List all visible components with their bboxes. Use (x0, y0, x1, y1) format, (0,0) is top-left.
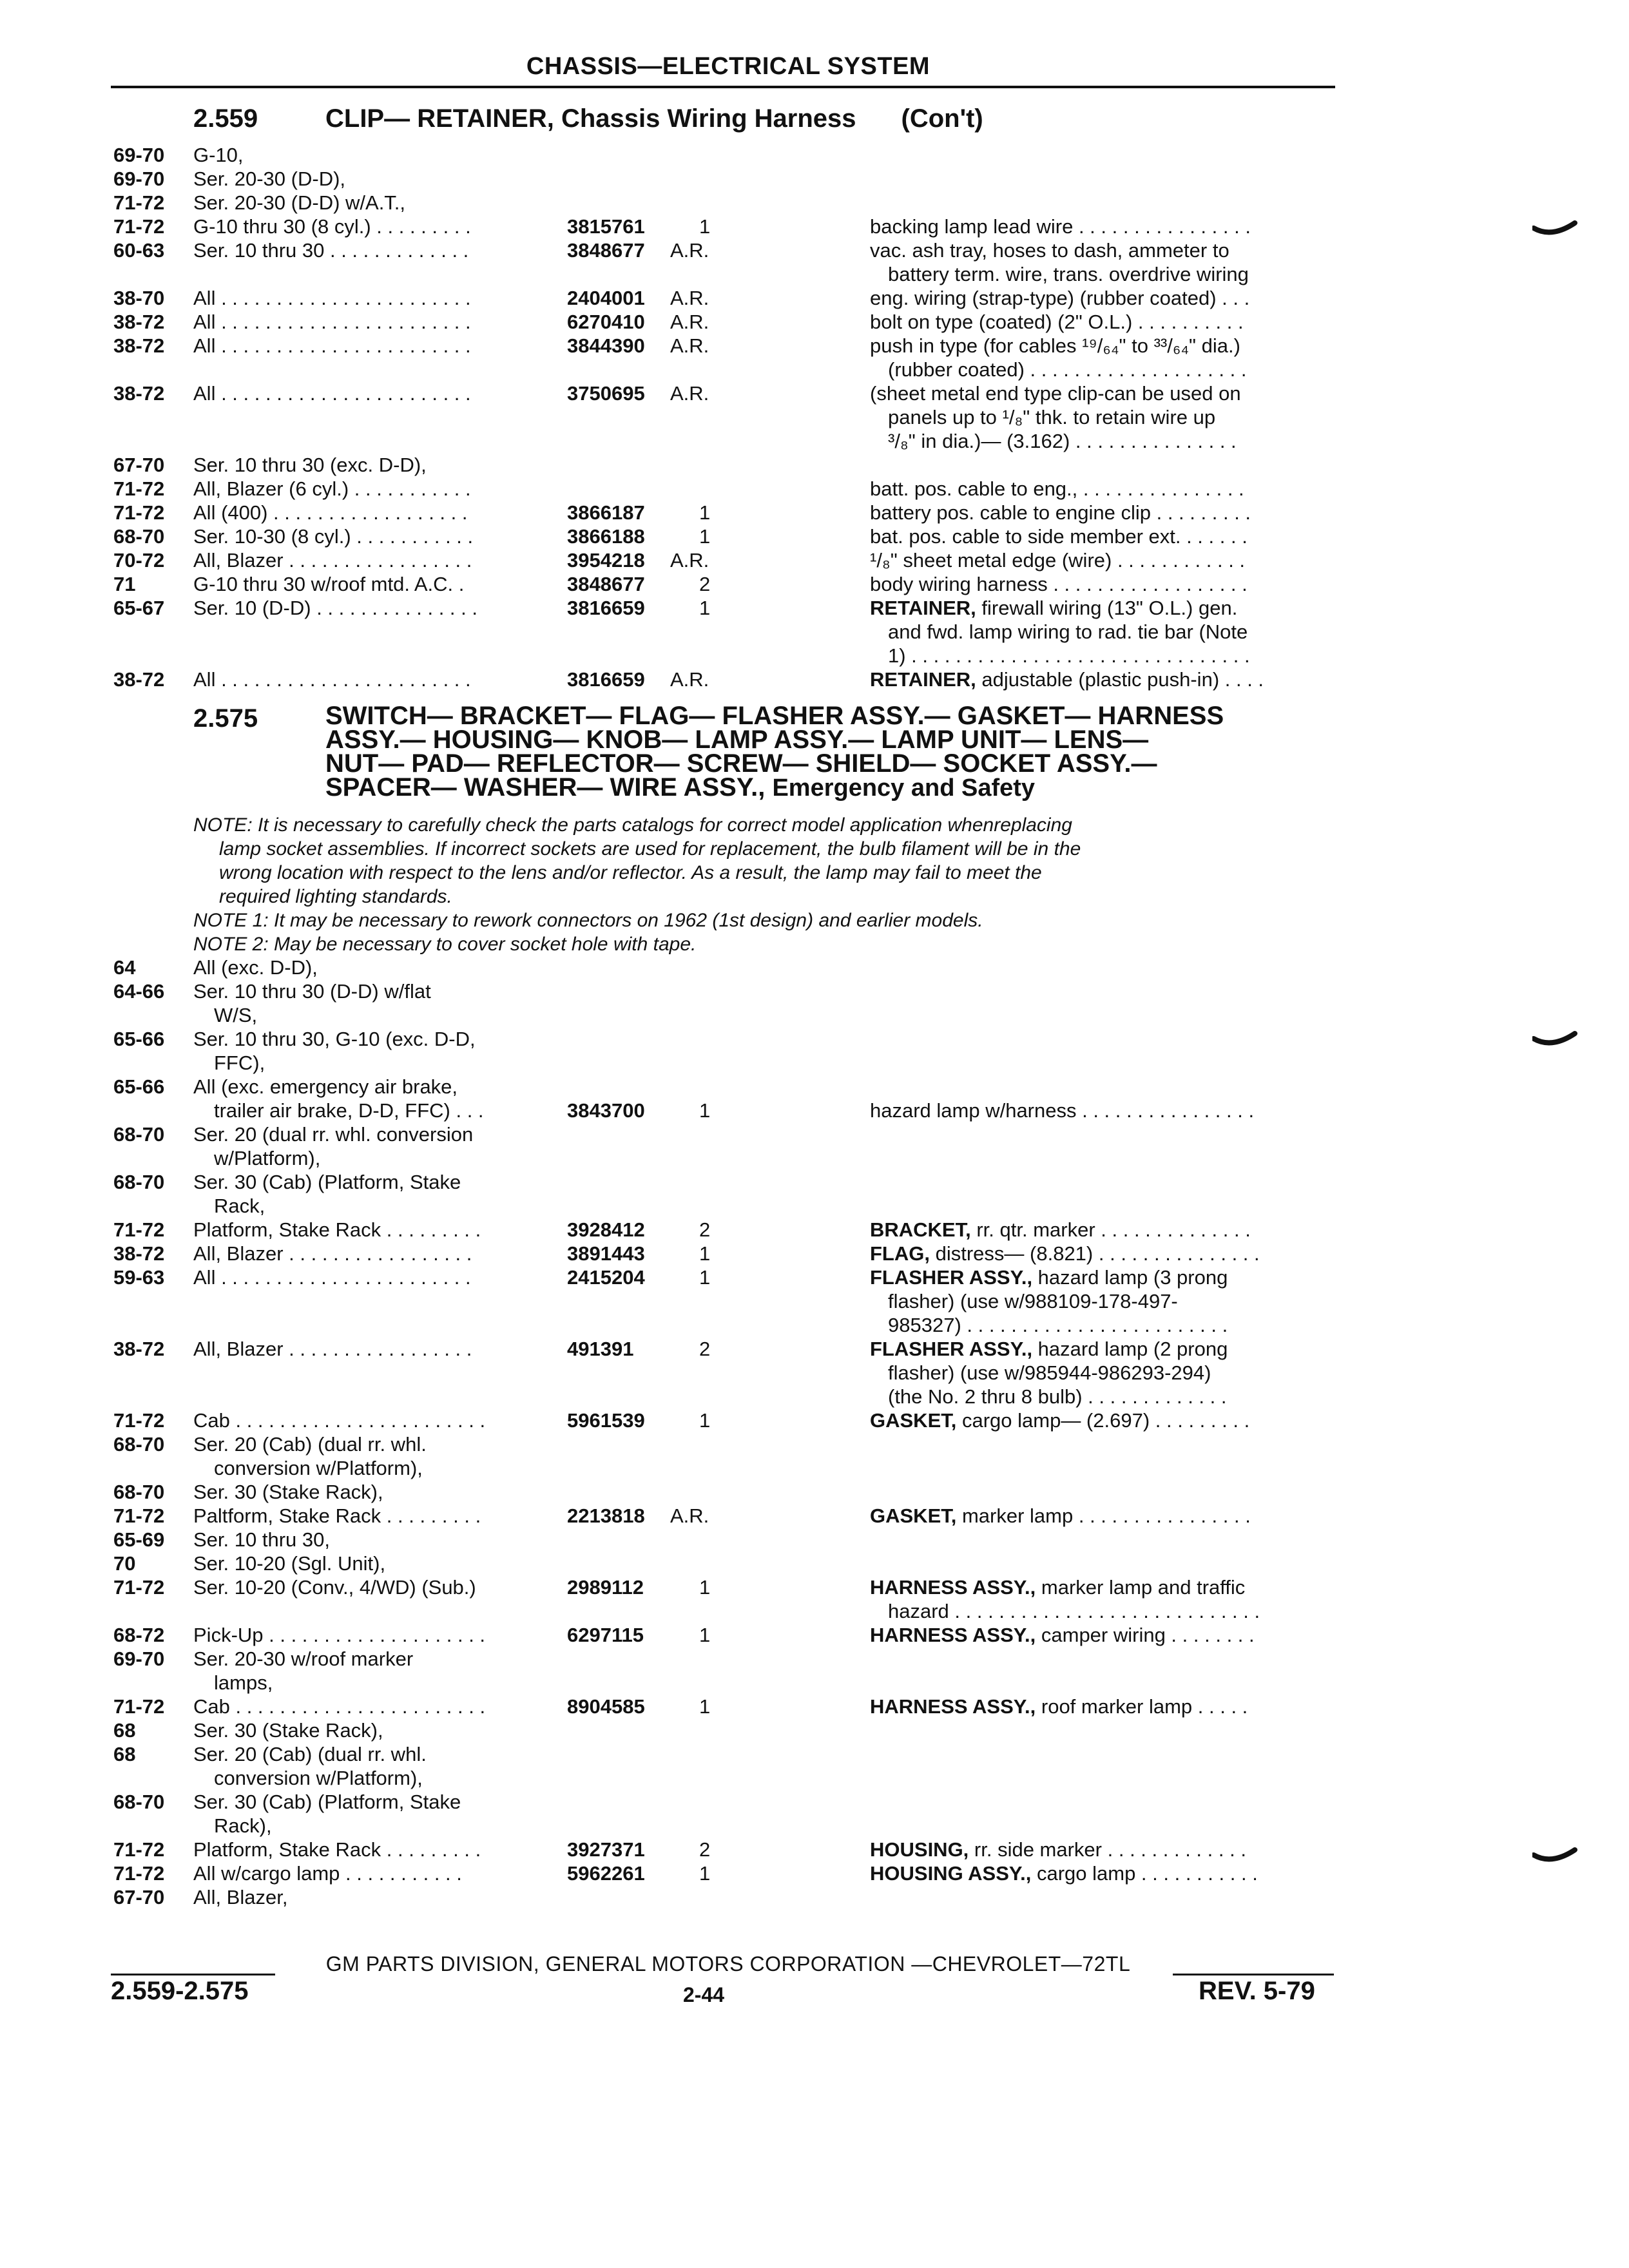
model-year: 68-70 (113, 1123, 165, 1146)
description-line: RETAINER, adjustable (plastic push-in) . . . . (870, 668, 1264, 691)
part-description (870, 1265, 1340, 1337)
part-number: 5961539 (567, 1409, 645, 1432)
quantity: 1 (699, 1624, 711, 1646)
footer-publisher: GM PARTS DIVISION, GENERAL MOTORS CORPORATION —CHEVROLET—72TL (325, 1952, 1131, 1975)
model-application (193, 1552, 541, 1575)
model-application (193, 1242, 541, 1265)
model-line: All (exc. D-D), (193, 956, 318, 979)
part-number: 3848677 (567, 573, 645, 595)
model-year: 71-72 (113, 1409, 165, 1432)
model-line: Ser. 20 (Cab) (dual rr. whl. (193, 1433, 427, 1456)
section-title-line: NUT— PAD— REFLECTOR— SCREW— SHIELD— SOCKET ASSY.— (325, 749, 1157, 778)
quantity: 1 (699, 215, 711, 238)
model-line: All . . . . . . . . . . . . . . . . . . . . . . . (193, 1266, 471, 1289)
model-line: Ser. 10-20 (Conv., 4/WD) (Sub.) (193, 1576, 476, 1599)
section-title-line: ASSY.— HOUSING— KNOB— LAMP ASSY.— LAMP UNIT— LENS— (325, 726, 1149, 754)
description-line: HARNESS ASSY., camper wiring . . . . . . . . (870, 1624, 1255, 1646)
part-number: 3891443 (567, 1242, 645, 1265)
part-number: 3866187 (567, 501, 645, 524)
model-application (193, 167, 541, 191)
part-description (870, 572, 1340, 596)
quantity: 1 (699, 1576, 711, 1599)
part-description (870, 1075, 1340, 1122)
model-line: All, Blazer . . . . . . . . . . . . . . . . . (193, 1242, 472, 1265)
part-description (870, 310, 1340, 334)
model-line: All . . . . . . . . . . . . . . . . . . . . . . . (193, 334, 471, 357)
model-application (193, 143, 541, 167)
model-application (193, 1265, 541, 1289)
model-line: G-10, (193, 144, 244, 166)
part-description (870, 381, 1340, 453)
margin-tick-icon (1532, 1846, 1577, 1872)
model-application (193, 1432, 541, 1480)
model-year: 38-72 (113, 311, 165, 333)
section-title: CLIP— RETAINER, Chassis Wiring Harness (325, 104, 856, 133)
description-line: push in type (for cables ¹⁹/₆₄" to ³³/₆₄" dia.) (870, 334, 1240, 357)
note-line: required lighting standards. (219, 886, 452, 907)
quantity: 1 (699, 1409, 711, 1432)
quantity: 1 (699, 1862, 711, 1885)
part-description (870, 596, 1340, 668)
part-number: 3816659 (567, 597, 645, 619)
quantity: 1 (699, 525, 711, 548)
description-line: GASKET, marker lamp . . . . . . . . . . . . . . . . (870, 1504, 1251, 1527)
model-year: 38-72 (113, 668, 165, 691)
part-number: 2213818 (567, 1504, 645, 1527)
part-name: RETAINER, (870, 668, 982, 691)
description-line: hazard . . . . . . . . . . . . . . . . . . . . . . . . . . . . (888, 1600, 1260, 1622)
part-description (870, 548, 1340, 572)
page-header-title: CHASSIS—ELECTRICAL SYSTEM (526, 53, 930, 80)
part-name: BRACKET, (870, 1218, 977, 1241)
quantity: A.R. (670, 334, 709, 357)
model-year: 68-72 (113, 1624, 165, 1646)
model-application (193, 1170, 541, 1218)
model-line: All (400) . . . . . . . . . . . . . . . . . . (193, 501, 468, 524)
model-year: 68-70 (113, 1433, 165, 1456)
part-number: 2989112 (567, 1576, 644, 1599)
model-line: Ser. 10-30 (8 cyl.) . . . . . . . . . . . (193, 525, 474, 548)
model-year: 68-70 (113, 1791, 165, 1813)
footer-revision: REV. 5-79 (1199, 1977, 1315, 2005)
model-line: Pick-Up . . . . . . . . . . . . . . . . . . . . (193, 1624, 486, 1646)
description-line: flasher) (use w/985944-986293-294) (888, 1361, 1211, 1384)
part-description (870, 1408, 1340, 1432)
model-application (193, 524, 541, 548)
part-description (870, 215, 1340, 238)
section-number: 2.575 (193, 704, 258, 733)
quantity: 2 (699, 573, 711, 595)
part-name: HARNESS ASSY., (870, 1695, 1041, 1718)
model-application (193, 1480, 541, 1504)
description-line: HARNESS ASSY., roof marker lamp . . . . . (870, 1695, 1248, 1718)
model-application (193, 596, 541, 620)
part-description (870, 1861, 1340, 1885)
model-application (193, 381, 541, 405)
quantity: A.R. (670, 239, 709, 262)
part-name: GASKET, (870, 1409, 962, 1432)
model-year: 38-70 (113, 287, 165, 309)
part-description (870, 1337, 1340, 1408)
part-number: 3866188 (567, 525, 645, 548)
quantity: A.R. (670, 668, 709, 691)
model-line: Ser. 30 (Stake Rack), (193, 1719, 383, 1742)
section-heading-2575 (193, 704, 325, 733)
model-year: 70-72 (113, 549, 165, 572)
section-number: 2.559 (193, 104, 258, 133)
model-line: Ser. 20-30 (D-D) w/A.T., (193, 191, 406, 214)
model-line: FFC), (214, 1052, 265, 1074)
part-description (870, 524, 1340, 548)
part-name: HARNESS ASSY., (870, 1576, 1041, 1599)
model-year: 71-72 (113, 1218, 165, 1241)
model-year: 64-66 (113, 980, 165, 1003)
quantity: A.R. (670, 382, 709, 405)
part-name: HOUSING, (870, 1838, 974, 1861)
model-line: Ser. 20 (dual rr. whl. conversion (193, 1123, 474, 1146)
model-application (193, 1504, 541, 1528)
part-description (870, 1504, 1340, 1528)
quantity: 1 (699, 1242, 711, 1265)
part-description (870, 1242, 1340, 1265)
description-line: bat. pos. cable to side member ext. . . . . . . (870, 525, 1248, 548)
model-year: 68 (113, 1743, 136, 1765)
description-line: battery term. wire, trans. overdrive wiring (888, 263, 1249, 285)
section-title-2575 (325, 704, 1356, 800)
model-line: conversion w/Platform), (214, 1767, 423, 1789)
description-line: 1) . . . . . . . . . . . . . . . . . . . . . . . . . . . . . . . (888, 644, 1250, 667)
part-description (870, 1838, 1340, 1861)
model-application (193, 1838, 541, 1861)
model-line: w/Platform), (214, 1147, 321, 1169)
model-line: Ser. 20-30 w/roof marker (193, 1648, 414, 1670)
model-application (193, 572, 541, 596)
model-line: Ser. 30 (Cab) (Platform, Stake (193, 1171, 461, 1193)
part-number: 3844390 (567, 334, 645, 357)
model-application (193, 334, 541, 358)
description-line: bolt on type (coated) (2" O.L.) . . . . . . . . . . (870, 311, 1244, 333)
quantity: 1 (699, 597, 711, 619)
model-line: All . . . . . . . . . . . . . . . . . . . . . . . (193, 382, 471, 405)
model-year: 68-70 (113, 1171, 165, 1193)
description-line: (rubber coated) . . . . . . . . . . . . . . . . . . . . (888, 358, 1247, 381)
description-line: batt. pos. cable to eng., . . . . . . . . . . . . . . . (870, 477, 1244, 500)
model-application (193, 1075, 541, 1122)
model-application (193, 1027, 541, 1075)
part-name: FLASHER ASSY., (870, 1338, 1038, 1360)
description-line: hazard lamp w/harness . . . . . . . . . . . . . . . . (870, 1099, 1255, 1122)
model-year: 71-72 (113, 191, 165, 214)
model-application (193, 1575, 541, 1599)
model-year: 65-66 (113, 1028, 165, 1050)
model-application (193, 238, 541, 262)
part-number: 2415204 (567, 1266, 645, 1289)
model-year: 68 (113, 1719, 136, 1742)
part-number: 2404001 (567, 287, 645, 309)
model-application (193, 1408, 541, 1432)
model-line: Ser. 30 (Stake Rack), (193, 1481, 383, 1503)
model-line: Rack), (214, 1814, 272, 1837)
part-name: GASKET, (870, 1504, 962, 1527)
note-line: lamp socket assemblies. If incorrect sockets are used for replacement, the bulb filament will be in the (219, 838, 1081, 860)
section-heading-2559 (193, 104, 983, 133)
description-line: BRACKET, rr. qtr. marker . . . . . . . . . . . . . . (870, 1218, 1251, 1241)
note-line: NOTE 1: It may be necessary to rework connectors on 1962 (1st design) and earlier models. (193, 910, 983, 931)
model-year: 69-70 (113, 168, 165, 190)
model-line: Ser. 30 (Cab) (Platform, Stake (193, 1791, 461, 1813)
model-application (193, 1695, 541, 1718)
model-line: trailer air brake, D-D, FFC) . . . (214, 1099, 484, 1122)
part-number: 5962261 (567, 1862, 645, 1885)
part-number: 3843700 (567, 1099, 645, 1122)
model-year: 59-63 (113, 1266, 165, 1289)
model-line: G-10 thru 30 w/roof mtd. A.C. . (193, 573, 465, 595)
model-application (193, 215, 541, 238)
model-line: Platform, Stake Rack . . . . . . . . . (193, 1838, 481, 1861)
model-application (193, 1861, 541, 1885)
description-line: and fwd. lamp wiring to rad. tie bar (Note (888, 620, 1248, 643)
model-line: All, Blazer . . . . . . . . . . . . . . . . . (193, 1338, 472, 1360)
model-year: 65-69 (113, 1528, 165, 1551)
model-line: All, Blazer, (193, 1886, 288, 1908)
model-year: 69-70 (113, 1648, 165, 1670)
note-line: wrong location with respect to the lens and/or reflector. As a result, the lamp may fail to meet the (219, 862, 1042, 883)
quantity: 2 (699, 1838, 711, 1861)
part-description (870, 1695, 1340, 1718)
model-year: 71-72 (113, 1576, 165, 1599)
part-number: 3954218 (567, 549, 645, 572)
model-line: Ser. 20-30 (D-D), (193, 168, 346, 190)
footer-rule-left (111, 1974, 275, 1975)
model-year: 38-72 (113, 382, 165, 405)
model-year: 69-70 (113, 144, 165, 166)
model-year: 64 (113, 956, 136, 979)
model-application (193, 477, 541, 501)
model-year: 71-72 (113, 1862, 165, 1885)
model-year: 65-67 (113, 597, 165, 619)
model-application (193, 548, 541, 572)
model-application (193, 1742, 541, 1790)
part-name: FLAG, (870, 1242, 936, 1265)
description-line: FLASHER ASSY., hazard lamp (2 prong (870, 1338, 1228, 1360)
model-year: 70 (113, 1552, 136, 1575)
model-year: 71-72 (113, 1838, 165, 1861)
part-number: 6297115 (567, 1624, 644, 1646)
model-line: Ser. 10-20 (Sgl. Unit), (193, 1552, 386, 1575)
model-application (193, 979, 541, 1027)
description-line: 985327) . . . . . . . . . . . . . . . . . . . . . . . . (888, 1314, 1228, 1336)
description-line: eng. wiring (strap-type) (rubber coated) . . . (870, 287, 1250, 309)
model-application (193, 1647, 541, 1695)
model-line: Ser. 20 (Cab) (dual rr. whl. (193, 1743, 427, 1765)
model-application (193, 1790, 541, 1838)
model-year: 38-72 (113, 1242, 165, 1265)
note-block (193, 813, 1340, 956)
part-name: HOUSING ASSY., (870, 1862, 1037, 1885)
model-year: 71-72 (113, 1695, 165, 1718)
description-line: HOUSING ASSY., cargo lamp . . . . . . . . . . . (870, 1862, 1258, 1885)
description-line: body wiring harness . . . . . . . . . . . . . . . . . . (870, 573, 1248, 595)
part-name: HARNESS ASSY., (870, 1624, 1041, 1646)
model-line: conversion w/Platform), (214, 1457, 423, 1479)
model-line: Ser. 10 thru 30 (D-D) w/flat (193, 980, 431, 1003)
quantity: 1 (699, 1266, 711, 1289)
quantity: 1 (699, 1099, 711, 1122)
model-line: All, Blazer (6 cyl.) . . . . . . . . . . . (193, 477, 471, 500)
description-line: backing lamp lead wire . . . . . . . . . . . . . . . . (870, 215, 1251, 238)
description-line: ³/₈" in dia.)— (3.162) . . . . . . . . . . . . . . . (888, 430, 1237, 452)
header-rule (111, 86, 1335, 88)
model-line: Cab . . . . . . . . . . . . . . . . . . . . . . . (193, 1695, 486, 1718)
model-application (193, 501, 541, 524)
quantity: 1 (699, 501, 711, 524)
model-application (193, 1718, 541, 1742)
description-line: panels up to ¹/₈" thk. to retain wire up (888, 406, 1216, 428)
model-line: Paltform, Stake Rack . . . . . . . . . (193, 1504, 481, 1527)
model-application (193, 668, 541, 691)
quantity: 1 (699, 1695, 711, 1718)
quantity: 2 (699, 1338, 711, 1360)
description-line: FLASHER ASSY., hazard lamp (3 prong (870, 1266, 1228, 1289)
model-application (193, 1122, 541, 1170)
model-line: Ser. 10 thru 30 (exc. D-D), (193, 454, 427, 476)
section-cont-label: (Con't) (901, 104, 983, 133)
part-description (870, 1575, 1340, 1623)
model-application (193, 1218, 541, 1242)
margin-tick-icon (1532, 1030, 1577, 1055)
model-year: 67-70 (113, 1886, 165, 1908)
model-line: W/S, (214, 1004, 258, 1026)
part-number: 3750695 (567, 382, 645, 405)
section-title-line: SPACER— WASHER— WIRE ASSY., Emergency and Safety (325, 773, 1036, 802)
model-line: All . . . . . . . . . . . . . . . . . . . . . . . (193, 287, 471, 309)
model-line: All . . . . . . . . . . . . . . . . . . . . . . . (193, 311, 471, 333)
part-number: 3815761 (567, 215, 645, 238)
description-line: vac. ash tray, hoses to dash, ammeter to (870, 239, 1229, 262)
description-line (870, 1075, 1340, 1099)
part-number: 8904585 (567, 1695, 645, 1718)
model-line: All, Blazer . . . . . . . . . . . . . . . . . (193, 549, 472, 572)
model-application (193, 286, 541, 310)
model-year: 71 (113, 573, 136, 595)
model-application (193, 453, 541, 477)
footer-section-range: 2.559-2.575 (111, 1977, 249, 2005)
model-year: 68-70 (113, 1481, 165, 1503)
description-line: RETAINER, firewall wiring (13" O.L.) gen. (870, 597, 1238, 619)
model-application (193, 956, 541, 979)
model-year: 71-72 (113, 477, 165, 500)
model-year: 71-72 (113, 215, 165, 238)
part-number: 3928412 (567, 1218, 645, 1241)
model-line: Ser. 10 thru 30, (193, 1528, 330, 1551)
part-number: 3927371 (567, 1838, 645, 1861)
model-application (193, 1623, 541, 1647)
model-line: Rack, (214, 1195, 265, 1217)
model-line: G-10 thru 30 (8 cyl.) . . . . . . . . . (193, 215, 471, 238)
footer-rule-right (1173, 1974, 1334, 1975)
part-description (870, 501, 1340, 524)
model-line: All . . . . . . . . . . . . . . . . . . . . . . . (193, 668, 471, 691)
quantity: A.R. (670, 1504, 709, 1527)
quantity: 2 (699, 1218, 711, 1241)
model-year: 68-70 (113, 525, 165, 548)
model-application (193, 1528, 541, 1552)
section-title-line: SWITCH— BRACKET— FLAG— FLASHER ASSY.— GASKET— HARNESS (325, 702, 1224, 730)
section-title-tail: Emergency and Safety (772, 774, 1036, 802)
model-year: 38-72 (113, 334, 165, 357)
model-application (193, 1337, 541, 1361)
part-number: 3848677 (567, 239, 645, 262)
description-line: HARNESS ASSY., marker lamp and traffic (870, 1576, 1246, 1599)
model-line: All (exc. emergency air brake, (193, 1075, 458, 1098)
footer-page-number: 2-44 (683, 1983, 725, 2006)
part-description (870, 334, 1340, 381)
model-year: 67-70 (113, 454, 165, 476)
description-line: GASKET, cargo lamp— (2.697) . . . . . . . . . (870, 1409, 1250, 1432)
model-line: Cab . . . . . . . . . . . . . . . . . . . . . . . (193, 1409, 486, 1432)
description-line: (the No. 2 thru 8 bulb) . . . . . . . . . . . . . (888, 1385, 1227, 1408)
quantity: A.R. (670, 311, 709, 333)
part-name: RETAINER, (870, 597, 982, 619)
model-line: Ser. 10 thru 30 . . . . . . . . . . . . . (193, 239, 469, 262)
description-line: HOUSING, rr. side marker . . . . . . . . . . . . . (870, 1838, 1246, 1861)
model-year: 71-72 (113, 501, 165, 524)
part-description (870, 1218, 1340, 1242)
margin-tick-icon (1532, 219, 1577, 245)
quantity: A.R. (670, 549, 709, 572)
description-line: battery pos. cable to engine clip . . . . . . . . . (870, 501, 1251, 524)
part-number: 3816659 (567, 668, 645, 691)
note-line: NOTE: It is necessary to carefully check the parts catalogs for correct model application whenreplacing (193, 814, 1072, 836)
model-line: Ser. 10 (D-D) . . . . . . . . . . . . . . . (193, 597, 477, 619)
part-number: 6270410 (567, 311, 645, 333)
model-year: 65-66 (113, 1075, 165, 1098)
part-name: FLASHER ASSY., (870, 1266, 1038, 1289)
quantity: A.R. (670, 287, 709, 309)
description-line: flasher) (use w/988109-178-497- (888, 1290, 1178, 1312)
model-application (193, 191, 541, 215)
description-line: FLAG, distress— (8.821) . . . . . . . . . . . . . . . (870, 1242, 1260, 1265)
model-year: 60-63 (113, 239, 165, 262)
model-year: 38-72 (113, 1338, 165, 1360)
part-number: 491391 (567, 1338, 634, 1360)
model-application (193, 1885, 541, 1909)
part-description (870, 477, 1340, 501)
model-application (193, 310, 541, 334)
model-line: All w/cargo lamp . . . . . . . . . . . (193, 1862, 462, 1885)
model-line: lamps, (214, 1671, 273, 1694)
model-year: 71-72 (113, 1504, 165, 1527)
description-line: (sheet metal end type clip-can be used on (870, 382, 1241, 405)
description-line: ¹/₈" sheet metal edge (wire) . . . . . . . . . . . . (870, 549, 1246, 572)
part-description (870, 1623, 1340, 1647)
part-description (870, 668, 1340, 691)
model-line: Platform, Stake Rack . . . . . . . . . (193, 1218, 481, 1241)
part-description (870, 238, 1340, 286)
note-line: NOTE 2: May be necessary to cover socket hole with tape. (193, 934, 697, 955)
part-description (870, 286, 1340, 310)
model-line: Ser. 10 thru 30, G-10 (exc. D-D, (193, 1028, 476, 1050)
